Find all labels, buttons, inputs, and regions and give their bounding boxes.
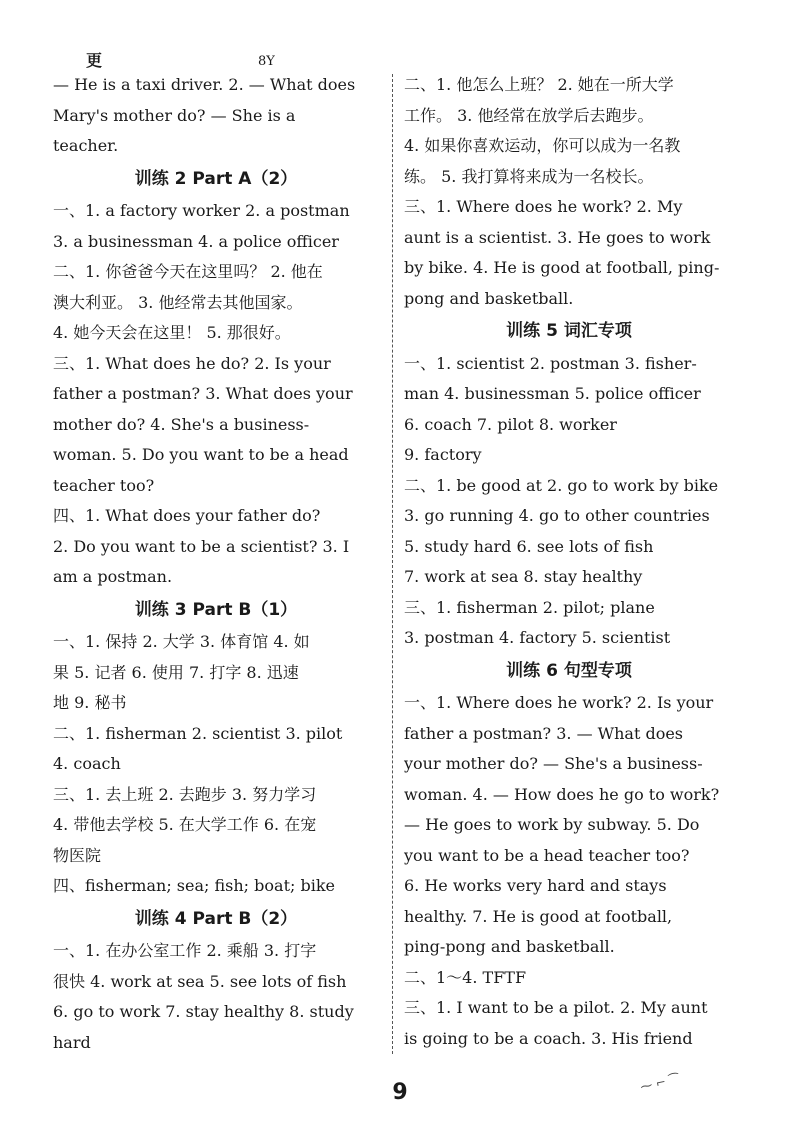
answer-line: 四、1. What does your father do?	[53, 506, 321, 525]
answer-line: 9. factory	[404, 445, 482, 464]
answer-line: 6. He works very hard and stays	[404, 876, 667, 895]
answer-line: woman. 5. Do you want to be a head	[53, 445, 349, 464]
section-title: 训练 2 Part A（2）	[134, 168, 298, 189]
answer-line: woman. 4. — How does he go to work?	[404, 784, 720, 804]
answer-line: 5. study hard 6. see lots of fish	[404, 536, 654, 556]
answer-line: father a postman? 3. — What does	[404, 723, 684, 743]
answer-line: 三、1. 去上班 2. 去跑步 3. 努力学习	[53, 784, 317, 804]
answer-line: 二、1. be good at 2. go to work by bike	[404, 475, 719, 495]
answer-line: am a postman.	[53, 567, 173, 586]
answer-line: 4. 带他去学校 5. 在大学工作 6. 在宠	[53, 815, 317, 834]
answer-line: 二、1. fisherman 2. scientist 3. pilot	[53, 723, 343, 743]
answer-line: aunt is a scientist. 3. He goes to work	[404, 227, 711, 247]
answer-line: 工作。 3. 他经常在放学后去跑步。	[404, 105, 654, 125]
answer-line: 一、1. scientist 2. postman 3. fisher-	[404, 353, 697, 373]
answer-line: 一、1. a factory worker 2. a postman	[53, 201, 350, 220]
answer-line: mother do? 4. She's a business-	[53, 414, 310, 434]
answer-line: 4. 她今天会在这里！ 5. 那很好。	[53, 323, 291, 342]
answer-line: 澳大利亚。 3. 他经常去其他国家。	[53, 292, 303, 312]
header-code: 8Y	[258, 54, 275, 69]
answer-line: your mother do? — She's a business-	[404, 754, 703, 773]
answer-line: — He is a taxi driver. 2. — What does	[53, 75, 356, 94]
answer-line: 很快 4. work at sea 5. see lots of fish	[53, 971, 347, 991]
answer-line: 3. go running 4. go to other countries	[404, 506, 710, 525]
answer-line: 物医院	[53, 845, 102, 865]
answer-line: ping-pong and basketball.	[404, 937, 615, 956]
section-title: 训练 6 句型专项	[506, 660, 632, 681]
column-divider	[392, 74, 393, 1054]
answer-line: 二、1. 你爸爸今天在这里吗？ 2. 他在	[53, 262, 323, 281]
section-title: 训练 3 Part B（1）	[134, 599, 298, 620]
answer-line: 二、1～4. TFTF	[404, 967, 527, 987]
answer-line: 三、1. I want to be a pilot. 2. My aunt	[404, 998, 708, 1017]
answer-line: father a postman? 3. What does your	[53, 384, 353, 403]
answer-line: pong and basketball.	[404, 288, 574, 308]
answer-line: 练。 5. 我打算将来成为一名校长。	[404, 166, 654, 186]
answer-line: teacher.	[53, 136, 119, 155]
answer-line: you want to be a head teacher too?	[404, 845, 690, 865]
answer-line: 7. work at sea 8. stay healthy	[404, 567, 643, 586]
answer-line: 地 9. 秘书	[53, 693, 127, 712]
answer-line: hard	[53, 1032, 91, 1052]
answer-line: man 4. businessman 5. police officer	[404, 384, 701, 403]
answer-line: 6. go to work 7. stay healthy 8. study	[53, 1002, 354, 1021]
page-number: 9	[392, 1080, 408, 1105]
answer-line: 2. Do you want to be a scientist? 3. I	[53, 536, 350, 556]
answer-line: 三、1. Where does he work? 2. My	[404, 197, 683, 216]
answer-line: 一、1. 在办公室工作 2. 乘船 3. 打字	[53, 941, 317, 960]
answer-line: 4. coach	[53, 754, 121, 773]
answer-line: 4. 如果你喜欢运动，你可以成为一名教	[404, 136, 681, 155]
answer-line: 四、fisherman; sea; fish; boat; bike	[53, 876, 336, 895]
answer-line: teacher too?	[53, 475, 155, 495]
answer-line: healthy. 7. He is good at football,	[404, 906, 673, 926]
left-column	[53, 70, 379, 1058]
answer-line: 6. coach 7. pilot 8. worker	[404, 414, 617, 434]
answer-line: 3. postman 4. factory 5. scientist	[404, 628, 671, 647]
answer-line: 一、1. Where does he work? 2. Is your	[404, 693, 714, 712]
answer-line: 三、1. fisherman 2. pilot; plane	[404, 597, 655, 617]
header-mark: 更	[86, 51, 103, 70]
answer-line: — He goes to work by subway. 5. Do	[404, 815, 700, 834]
answer-line: 二、1. 他怎么上班？ 2. 她在一所大学	[404, 75, 674, 94]
answer-line: by bike. 4. He is good at football, ping-	[404, 258, 720, 277]
answer-line: Mary's mother do? — She is a	[53, 105, 296, 125]
answer-line: 三、1. What does he do? 2. Is your	[53, 353, 331, 373]
section-title: 训练 4 Part B（2）	[134, 908, 298, 929]
section-title: 训练 5 词汇专项	[506, 321, 632, 341]
right-column	[404, 70, 734, 1054]
answer-line: 一、1. 保持 2. 大学 3. 体育馆 4. 如	[53, 632, 310, 651]
answer-line: 3. a businessman 4. a police officer	[53, 231, 339, 251]
answer-line: 果 5. 记者 6. 使用 7. 打字 8. 迅速	[53, 662, 299, 682]
answer-line: is going to be a coach. 3. His friend	[404, 1028, 693, 1048]
handwritten-scribble: ⁓ ⌐ ⁀	[638, 1072, 681, 1094]
